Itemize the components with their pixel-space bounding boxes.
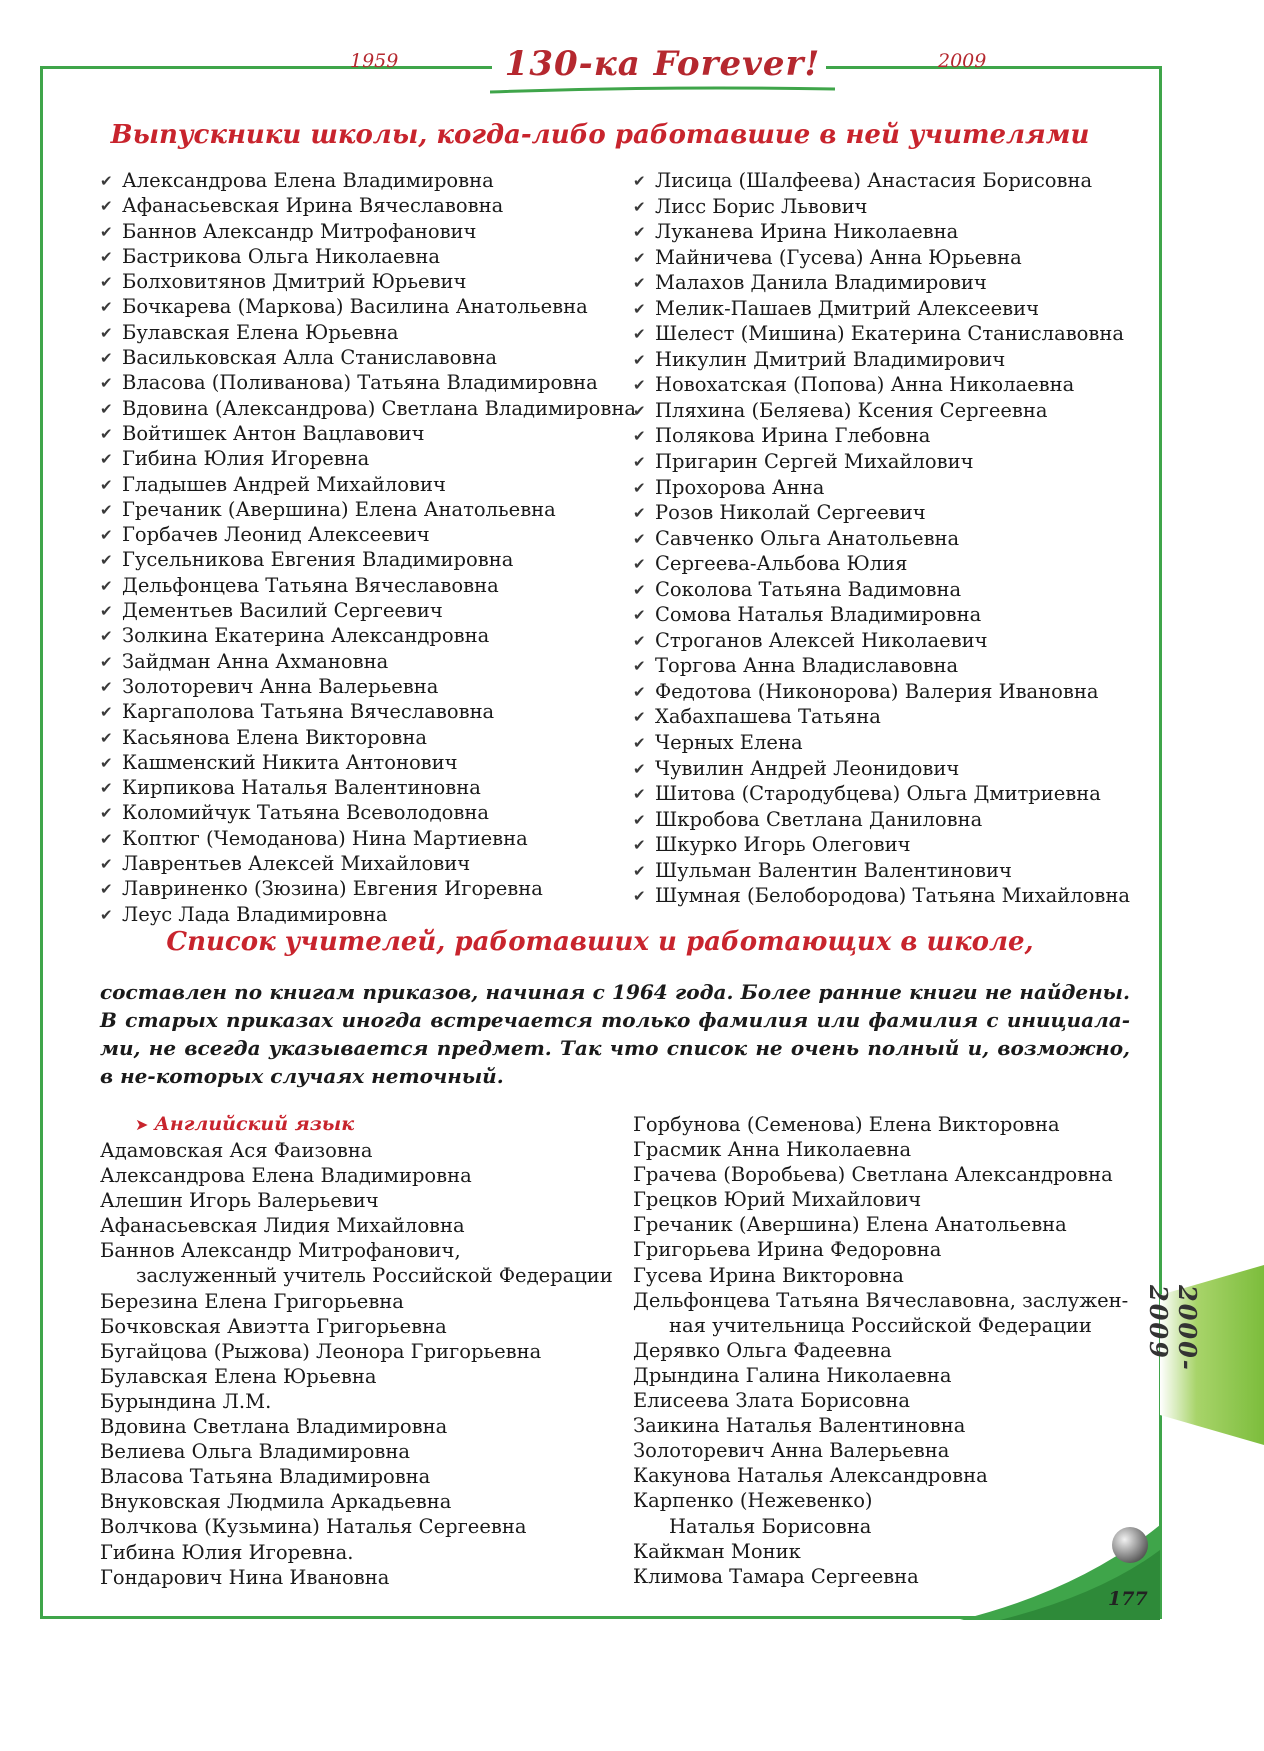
- list-item: Кайкман Моник: [633, 1539, 801, 1563]
- list-item: ✔ Пляхина (Беляева) Ксения Сергеевна: [633, 398, 1130, 424]
- list-item: ✔ Розов Николай Сергеевич: [633, 500, 1130, 526]
- check-icon: ✔: [633, 299, 646, 318]
- check-icon: ✔: [633, 197, 646, 216]
- alumni-list-right: [633, 168, 1130, 909]
- list-item: Внуковская Людмила Аркадьевна: [100, 1490, 452, 1514]
- check-icon: ✔: [633, 734, 646, 753]
- list-item: Грасмик Анна Николаевна: [633, 1138, 912, 1162]
- list-item: ✔ Торгова Анна Владиславовна: [633, 653, 1130, 679]
- check-icon: ✔: [633, 325, 646, 344]
- teachers-list-right: [633, 1112, 1128, 1589]
- check-icon: ✔: [100, 804, 113, 823]
- list-item: ✔ Сергеева-Альбова Юлия: [633, 551, 1130, 577]
- list-item: Александрова Елена Владимировна: [100, 1164, 472, 1188]
- page-number: 177: [1108, 1588, 1148, 1610]
- list-item: ✔ Гречаник (Авершина) Елена Анатольевна: [100, 497, 636, 522]
- list-item: ✔ Соколова Татьяна Вадимовна: [633, 577, 1130, 603]
- check-icon: ✔: [633, 810, 646, 829]
- list-item: ✔ Савченко Ольга Анатольевна: [633, 526, 1130, 552]
- check-icon: ✔: [633, 887, 646, 906]
- check-icon: ✔: [633, 274, 646, 293]
- list-item-continuation: ная учительница Российской Федерации: [669, 1313, 1092, 1337]
- check-icon: ✔: [100, 323, 113, 342]
- list-item: Бочковская Авиэтта Григорьевна: [100, 1314, 447, 1338]
- list-item: Волчкова (Кузьмина) Наталья Сергеевна: [100, 1515, 527, 1539]
- list-item: Велиева Ольга Владимировна: [100, 1440, 410, 1464]
- list-item: ✔ Прохорова Анна: [633, 475, 1130, 501]
- check-icon: ✔: [633, 376, 646, 395]
- list-item: Баннов Александр Митрофанович,: [100, 1239, 461, 1263]
- check-icon: ✔: [633, 682, 646, 701]
- list-item: ✔ Дельфонцева Татьяна Вячеславовна: [100, 573, 636, 598]
- teachers-list-left: [100, 1138, 613, 1590]
- list-item: ✔ Лавриненко (Зюзина) Евгения Игоревна: [100, 876, 636, 901]
- check-icon: ✔: [633, 172, 646, 190]
- list-item-continuation: заслуженный учитель Российской Федерации: [136, 1264, 613, 1288]
- check-icon: ✔: [633, 529, 646, 548]
- list-item: Адамовская Ася Фаизовна: [100, 1139, 373, 1162]
- check-icon: ✔: [100, 880, 113, 899]
- list-item: ✔ Вдовина (Александрова) Светлана Владимировна: [100, 396, 636, 421]
- frame-top-right: [826, 66, 1162, 69]
- list-item: ✔ Кашменский Никита Антонович: [100, 750, 636, 775]
- check-icon: ✔: [633, 504, 646, 523]
- list-item: Березина Елена Григорьевна: [100, 1289, 404, 1313]
- list-item: ✔ Коптюг (Чемоданова) Нина Мартиевна: [100, 826, 636, 851]
- check-icon: ✔: [100, 677, 113, 696]
- check-icon: ✔: [100, 500, 113, 519]
- check-icon: ✔: [633, 631, 646, 650]
- check-icon: ✔: [100, 374, 113, 393]
- list-item: ✔ Золкина Екатерина Александровна: [100, 623, 636, 648]
- list-item: Бурындина Л.М.: [100, 1389, 272, 1413]
- list-item: ✔ Бастрикова Ольга Николаевна: [100, 244, 636, 269]
- list-item: Елисеева Злата Борисовна: [633, 1389, 911, 1413]
- teachers-intro: составлен по книгам приказов, начиная с 1964 года. Более ранние книги не найдены. В старых приказах иногда встречается только фамилия или фамилия с инициала-ми, не всегда указывается предмет. Так что список не очень полный и, возможно, в не-которых случаях неточный.: [100, 980, 1130, 1088]
- list-item: ✔ Баннов Александр Митрофанович: [100, 219, 636, 244]
- check-icon: ✔: [100, 172, 113, 190]
- check-icon: ✔: [100, 602, 113, 621]
- check-icon: ✔: [100, 526, 113, 545]
- list-item: Дерявко Ольга Фадеевна: [633, 1338, 892, 1362]
- list-item: ✔ Шкурко Игорь Олегович: [633, 832, 1130, 858]
- check-icon: ✔: [100, 450, 113, 469]
- list-item: ✔ Федотова (Никонорова) Валерия Ивановна: [633, 679, 1130, 705]
- list-item: Гусева Ирина Викторовна: [633, 1263, 904, 1287]
- check-icon: ✔: [100, 829, 113, 848]
- list-item: ✔ Шитова (Стародубцева) Ольга Дмитриевна: [633, 781, 1130, 807]
- check-icon: ✔: [633, 580, 646, 599]
- list-item: ✔ Леус Лада Владимировна: [100, 902, 636, 927]
- check-icon: ✔: [633, 657, 646, 676]
- list-item: ✔ Сомова Наталья Владимировна: [633, 602, 1130, 628]
- check-icon: ✔: [100, 247, 113, 266]
- list-item: Гондарович Нина Ивановна: [100, 1565, 390, 1589]
- check-icon: ✔: [100, 728, 113, 747]
- list-item: ✔ Бочкарева (Маркова) Василина Анатольевна: [100, 294, 636, 319]
- list-item: ✔ Гладышев Андрей Михайлович: [100, 472, 636, 497]
- alumni-list-left: [100, 168, 636, 927]
- side-tab-label: 2000-2009: [1144, 1285, 1202, 1372]
- list-item: Вдовина Светлана Владимировна: [100, 1415, 448, 1439]
- list-item: Гибина Юлия Игоревна.: [100, 1540, 354, 1564]
- list-item: ✔ Лисица (Шалфеева) Анастасия Борисовна: [633, 168, 1130, 194]
- list-item: ✔ Афанасьевская Ирина Вячеславовна: [100, 193, 636, 218]
- check-icon: ✔: [633, 401, 646, 420]
- check-icon: ✔: [100, 197, 113, 216]
- header-title: 130-ка Forever!: [504, 44, 821, 84]
- teachers-heading: Список учителей, работавших и работающих в школе,: [166, 927, 1034, 957]
- list-item: Грачева (Воробьева) Светлана Александровна: [633, 1163, 1113, 1187]
- check-icon: ✔: [100, 273, 113, 292]
- check-icon: ✔: [633, 453, 646, 472]
- list-item: ✔ Гибина Юлия Игоревна: [100, 446, 636, 471]
- frame-top-left: [40, 66, 492, 69]
- arrow-right-icon: ➤: [135, 1115, 149, 1134]
- check-icon: ✔: [100, 905, 113, 924]
- check-icon: ✔: [100, 424, 113, 443]
- check-icon: ✔: [100, 627, 113, 646]
- list-item: ✔ Булавская Елена Юрьевна: [100, 320, 636, 345]
- list-item: ✔ Луканева Ирина Николаевна: [633, 219, 1130, 245]
- list-item: ✔ Каргаполова Татьяна Вячеславовна: [100, 699, 636, 724]
- list-item: ✔ Власова (Поливанова) Татьяна Владимировна: [100, 370, 636, 395]
- check-icon: ✔: [633, 861, 646, 880]
- list-item: ✔ Полякова Ирина Глебовна: [633, 423, 1130, 449]
- header-year-right: 2009: [938, 50, 987, 72]
- list-item: ✔ Александрова Елена Владимировна: [100, 168, 636, 193]
- list-item: ✔ Хабахпашева Татьяна: [633, 704, 1130, 730]
- list-item: ✔ Болховитянов Дмитрий Юрьевич: [100, 269, 636, 294]
- list-item: ✔ Пригарин Сергей Михайлович: [633, 449, 1130, 475]
- list-item: Грецков Юрий Михайлович: [633, 1188, 922, 1212]
- check-icon: ✔: [633, 606, 646, 625]
- list-item: ✔ Черных Елена: [633, 730, 1130, 756]
- list-item: Бугайцова (Рыжова) Леонора Григорьевна: [100, 1339, 542, 1363]
- list-item: ✔ Лаврентьев Алексей Михайлович: [100, 851, 636, 876]
- list-item: Заикина Наталья Валентиновна: [633, 1414, 966, 1438]
- check-icon: ✔: [100, 298, 113, 317]
- check-icon: ✔: [633, 759, 646, 778]
- list-item: ✔ Майничева (Гусева) Анна Юрьевна: [633, 245, 1130, 271]
- check-icon: ✔: [633, 836, 646, 855]
- list-item: ✔ Кирпикова Наталья Валентиновна: [100, 775, 636, 800]
- list-item: Григорьева Ирина Федоровна: [633, 1238, 942, 1262]
- list-item: ✔ Чувилин Андрей Леонидович: [633, 756, 1130, 782]
- list-item: ✔ Малахов Данила Владимирович: [633, 270, 1130, 296]
- list-item: ✔ Мелик-Пашаев Дмитрий Алексеевич: [633, 296, 1130, 322]
- check-icon: ✔: [100, 399, 113, 418]
- list-item-continuation: Наталья Борисовна: [669, 1514, 872, 1538]
- check-icon: ✔: [633, 350, 646, 369]
- check-icon: ✔: [100, 652, 113, 671]
- check-icon: ✔: [100, 779, 113, 798]
- list-item: Дельфонцева Татьяна Вячеславовна, заслужен-: [633, 1288, 1129, 1312]
- list-item: Горбунова (Семенова) Елена Викторовна: [633, 1113, 1060, 1136]
- check-icon: ✔: [633, 785, 646, 804]
- list-item: Карпенко (Нежевенко): [633, 1489, 873, 1513]
- list-item: ✔ Новохатская (Попова) Анна Николаевна: [633, 372, 1130, 398]
- check-icon: ✔: [100, 753, 113, 772]
- list-item: ✔ Лисс Борис Львович: [633, 194, 1130, 220]
- header-year-left: 1959: [350, 50, 399, 72]
- list-item: ✔ Горбачев Леонид Алексеевич: [100, 522, 636, 547]
- alumni-heading: Выпускники школы, когда-либо работавшие в ней учителями: [110, 120, 1090, 150]
- check-icon: ✔: [100, 475, 113, 494]
- list-item: Гречаник (Авершина) Елена Анатольевна: [633, 1213, 1067, 1237]
- list-item: Золоторевич Анна Валерьевна: [633, 1439, 950, 1463]
- list-item: ✔ Касьянова Елена Викторовна: [100, 725, 636, 750]
- list-item: Какунова Наталья Александровна: [633, 1464, 988, 1488]
- list-item: ✔ Шкробова Светлана Даниловна: [633, 807, 1130, 833]
- check-icon: ✔: [100, 222, 113, 241]
- check-icon: ✔: [100, 703, 113, 722]
- check-icon: ✔: [633, 427, 646, 446]
- list-item: ✔ Васильковская Алла Станиславовна: [100, 345, 636, 370]
- check-icon: ✔: [633, 223, 646, 242]
- list-item: ✔ Войтишек Антон Вацлавович: [100, 421, 636, 446]
- list-item: ✔ Никулин Дмитрий Владимирович: [633, 347, 1130, 373]
- list-item: ✔ Зайдман Анна Ахмановна: [100, 649, 636, 674]
- check-icon: ✔: [100, 576, 113, 595]
- list-item: Власова Татьяна Владимировна: [100, 1465, 431, 1489]
- list-item: ✔ Золоторевич Анна Валерьевна: [100, 674, 636, 699]
- check-icon: ✔: [100, 855, 113, 874]
- list-item: ✔ Шелест (Мишина) Екатерина Станиславовна: [633, 321, 1130, 347]
- title-underline: [490, 86, 835, 94]
- list-item: Афанасьевская Лидия Михайловна: [100, 1214, 465, 1238]
- list-item: Дрындина Галина Николаевна: [633, 1363, 952, 1387]
- check-icon: ✔: [633, 478, 646, 497]
- list-item: ✔ Строганов Алексей Николаевич: [633, 628, 1130, 654]
- check-icon: ✔: [100, 349, 113, 368]
- check-icon: ✔: [633, 555, 646, 574]
- list-item: ✔ Шумная (Белобородова) Татьяна Михайловна: [633, 883, 1130, 909]
- list-item: Булавская Елена Юрьевна: [100, 1364, 377, 1388]
- check-icon: ✔: [100, 551, 113, 570]
- list-item: ✔ Дементьев Василий Сергеевич: [100, 598, 636, 623]
- list-item: Климова Тамара Сергеевна: [633, 1564, 919, 1588]
- list-item: ✔ Шульман Валентин Валентинович: [633, 858, 1130, 884]
- list-item: ✔ Гусельникова Евгения Владимировна: [100, 547, 636, 572]
- check-icon: ✔: [633, 248, 646, 267]
- check-icon: ✔: [633, 708, 646, 727]
- subject-heading: ➤ Английский язык: [135, 1113, 355, 1135]
- list-item: Алешин Игорь Валерьевич: [100, 1189, 379, 1213]
- list-item: ✔ Коломийчук Татьяна Всеволодовна: [100, 800, 636, 825]
